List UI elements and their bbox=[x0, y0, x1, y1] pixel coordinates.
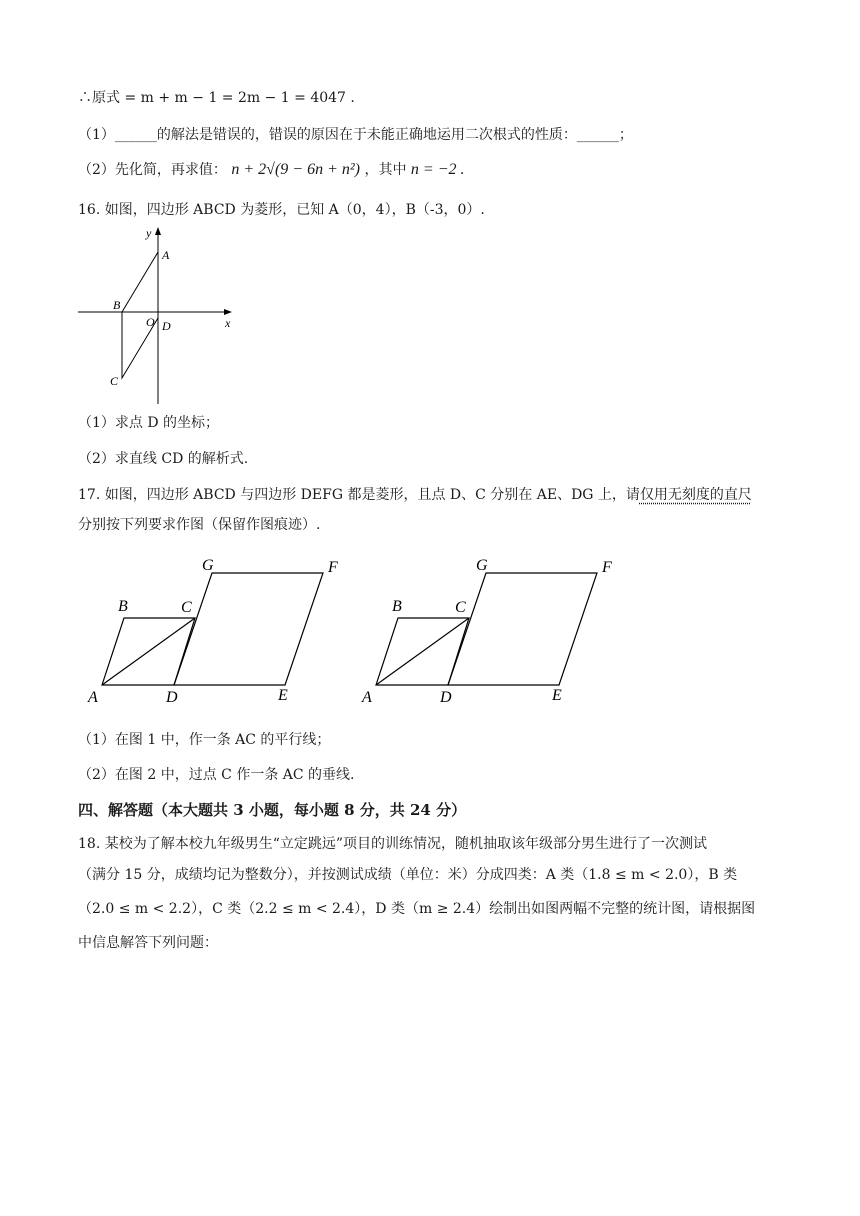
q15-value: n = −2 . bbox=[410, 161, 465, 178]
label-d: D bbox=[166, 689, 178, 706]
q17-emphasis: 仅用无刻度的直尺 bbox=[639, 487, 752, 503]
q16-part1: （1）求点 D 的坐标； bbox=[78, 415, 220, 431]
label-c: C bbox=[455, 599, 466, 616]
label-g: G bbox=[202, 557, 214, 574]
x-axis-arrow bbox=[224, 309, 232, 315]
q17-title bbox=[78, 485, 752, 505]
q17-part1: （1）在图 1 中，作一条 AC 的平行线； bbox=[78, 732, 331, 748]
label-g: G bbox=[476, 557, 488, 574]
q18-line1: 18. 某校为了解本校九年级男生“立定跳远”项目的训练情况，随机抽取该年级部分男生进行了一次测试 bbox=[78, 836, 708, 852]
label-a: A bbox=[88, 689, 98, 706]
label-b: B bbox=[118, 598, 128, 615]
q15-expression: n + 2√(9 − 6n + n²) bbox=[231, 161, 360, 178]
q15-part2-intro: （2）先化简，再求值： bbox=[78, 162, 227, 178]
q17-figure-2 bbox=[354, 550, 634, 710]
q16-figure bbox=[70, 222, 250, 412]
q15-part1: （1）______的解法是错误的，错误的原因在于未能正确地运用二次根式的性质：______； bbox=[78, 127, 633, 143]
q16-title: 16. 如图，四边形 ABCD 为菱形，已知 A（0，4），B（-3，0）. bbox=[78, 202, 485, 218]
label-b: B bbox=[392, 598, 402, 615]
solution-conclusion: ∴原式 = m + m − 1 = 2m − 1 = 4047 . bbox=[78, 90, 355, 106]
label-f: F bbox=[602, 559, 612, 576]
label-c: C bbox=[110, 374, 119, 388]
section-four-heading: 四、解答题（本大题共 3 小题，每小题 8 分，共 24 分） bbox=[78, 801, 467, 819]
diagonal-ac bbox=[102, 618, 195, 685]
q17-part2: （2）在图 2 中，过点 C 作一条 AC 的垂线. bbox=[78, 767, 355, 783]
label-a: A bbox=[162, 248, 170, 262]
diagonal-ac bbox=[376, 618, 469, 685]
label-c: C bbox=[181, 599, 192, 616]
label-e: E bbox=[552, 687, 562, 704]
q17-title-text: 17. 如图，四边形 ABCD 与四边形 DEFG 都是菱形，且点 D、C 分别在 AE、DG 上，请 bbox=[78, 487, 640, 503]
q15-part2 bbox=[78, 160, 465, 180]
label-d: D bbox=[440, 689, 452, 706]
label-f: F bbox=[328, 559, 338, 576]
q16-part2: （2）求直线 CD 的解析式. bbox=[78, 451, 249, 467]
label-b: B bbox=[113, 298, 121, 312]
rhombus-defg bbox=[174, 573, 323, 685]
q18-line2: （满分 15 分，成绩均记为整数分），并按测试成绩（单位：米）分成四类：A 类（1.8 ≤ m < 2.0），B 类 bbox=[78, 867, 738, 883]
label-y: y bbox=[146, 226, 152, 240]
label-o: O bbox=[146, 315, 155, 329]
label-a: A bbox=[362, 689, 372, 706]
label-x: x bbox=[225, 316, 231, 330]
label-d: D bbox=[162, 319, 171, 333]
q17-title-cont: 分别按下列要求作图（保留作图痕迹）. bbox=[78, 517, 321, 533]
q15-where: ，其中 bbox=[364, 162, 407, 178]
q17-figure-1 bbox=[80, 550, 360, 710]
y-axis-arrow bbox=[155, 227, 161, 235]
q18-line3: （2.0 ≤ m < 2.2），C 类（2.2 ≤ m < 2.4），D 类（m ≥ 2.4）绘制出如图两幅不完整的统计图，请根据图 bbox=[78, 901, 756, 917]
q18-line4: 中信息解答下列问题： bbox=[78, 935, 218, 951]
label-e: E bbox=[278, 687, 288, 704]
rhombus-defg bbox=[448, 573, 597, 685]
